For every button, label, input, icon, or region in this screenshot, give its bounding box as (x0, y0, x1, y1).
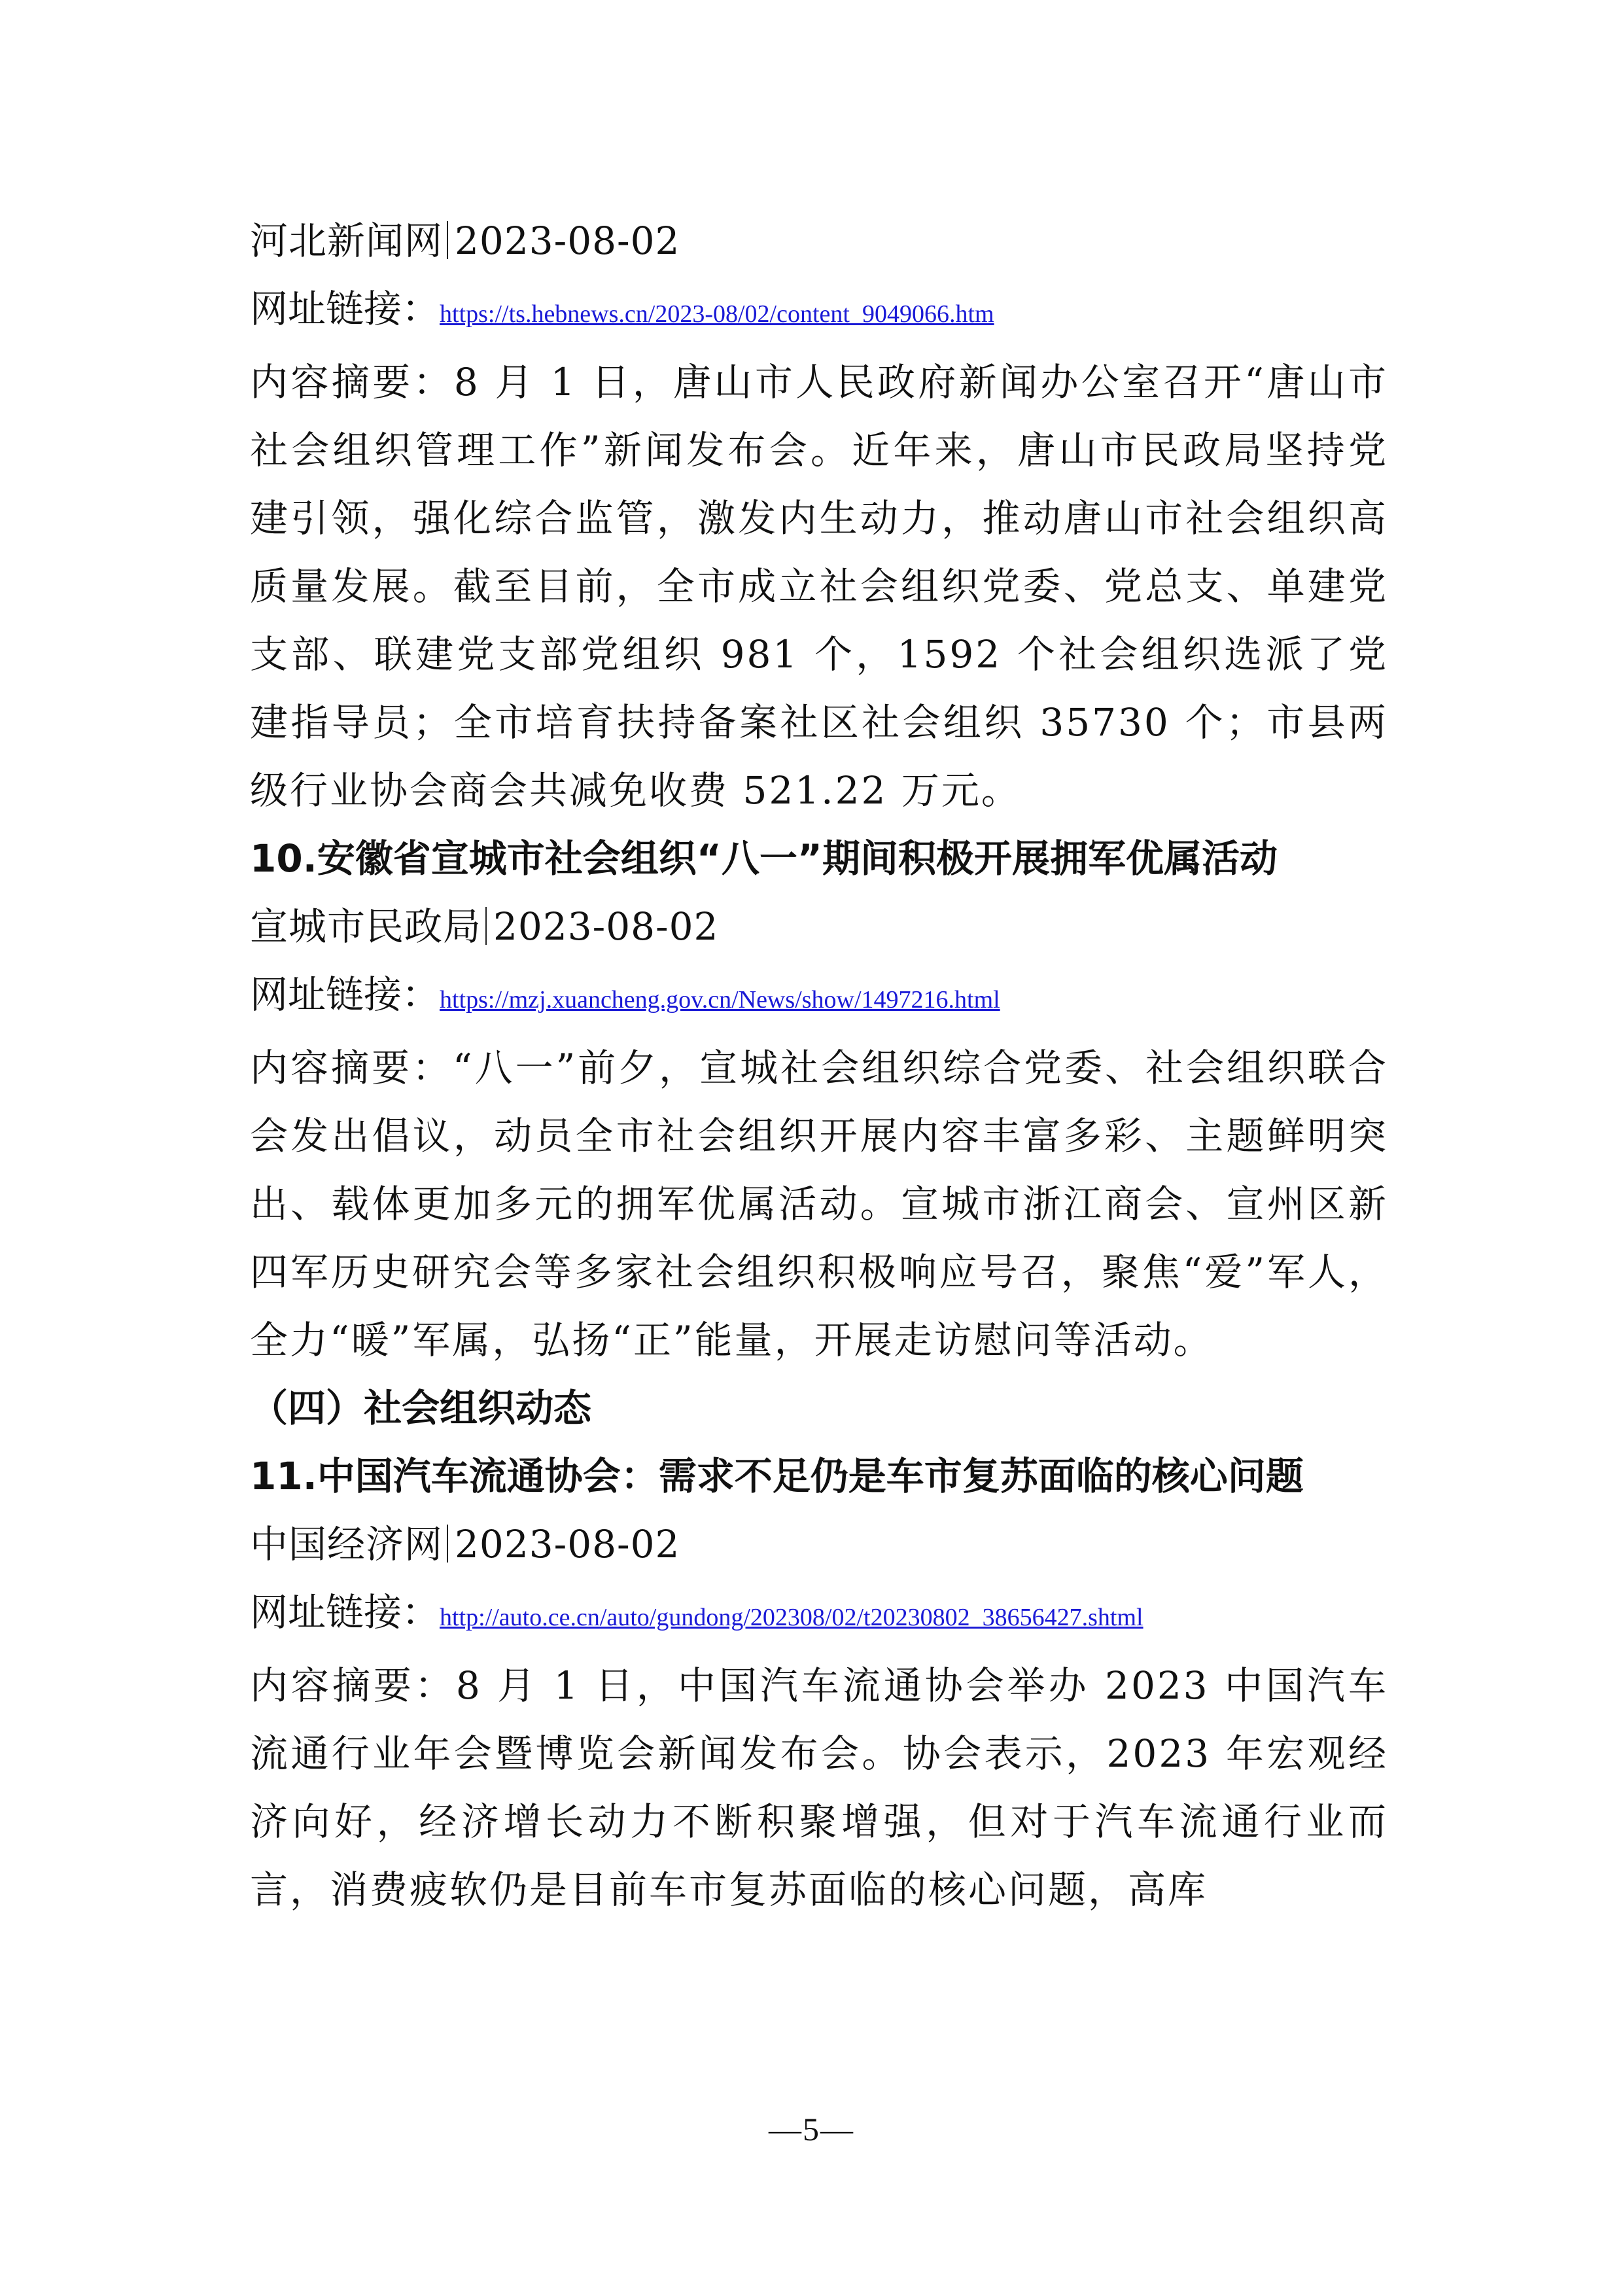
article-title: 10.安徽省宣城市社会组织“八一”期间积极开展拥军优属活动 (250, 836, 1278, 881)
article-title: 11.中国汽车流通协会：需求不足仍是车市复苏面临的核心问题 (250, 1454, 1304, 1498)
article-link[interactable]: http://auto.ce.cn/auto/gundong/202308/02/t20230802_38656427.shtml (440, 1604, 1143, 1631)
publish-date: 2023-08-02 (455, 219, 680, 263)
url-label: 网址链接： (250, 287, 440, 331)
content-summary: 内容摘要：8 月 1 日，中国汽车流通协会举办 2023 中国汽车流通行业年会暨博览会新闻发布会。协会表示，2023 年宏观经济向好，经济增长动力不断积聚增强，但对于汽车流通行业而言，消费疲软仍是目前车市复苏面临的核心问题，高库 (250, 1663, 1388, 1912)
article-link[interactable]: https://ts.hebnews.cn/2023-08/02/content_9049066.htm (440, 300, 994, 328)
url-line (250, 961, 1388, 1034)
article-link[interactable]: https://mzj.xuancheng.gov.cn/News/show/1497216.html (440, 986, 1000, 1014)
separator (485, 907, 487, 945)
document-page (250, 207, 1388, 1924)
separator (447, 1525, 448, 1563)
content-summary: 内容摘要：“八一”前夕，宣城社会组织综合党委、社会组织联合会发出倡议，动员全市社会组织开展内容丰富多彩、主题鲜明突出、载体更加多元的拥军优属活动。宣城市浙江商会、宣州区新四军历史研究会等多家社会组织积极响应号召，聚焦“爱”军人，全力“暖”军属，弘扬“正”能量，开展走访慰问等活动。 (250, 1046, 1388, 1362)
url-label: 网址链接： (250, 972, 440, 1017)
publish-date: 2023-08-02 (455, 1522, 680, 1566)
source-line (250, 892, 1388, 961)
source-name: 中国经济网 (250, 1522, 444, 1566)
publish-date: 2023-08-02 (493, 904, 719, 949)
separator (447, 221, 448, 259)
url-label: 网址链接： (250, 1590, 440, 1634)
source-line (250, 207, 1388, 275)
source-name: 宣城市民政局 (250, 904, 482, 949)
url-line (250, 1578, 1388, 1651)
url-line (250, 275, 1388, 348)
source-line (250, 1510, 1388, 1578)
source-name: 河北新闻网 (250, 219, 444, 263)
content-summary: 内容摘要：8 月 1 日，唐山市人民政府新闻办公室召开“唐山市社会组织管理工作”新闻发布会。近年来，唐山市民政局坚持党建引领，强化综合监管，激发内生动力，推动唐山市社会组织高质量发展。截至目前，全市成立社会组织党委、党总支、单建党支部、联建党支部党组织 981 个，1592 个社会组织选派了党建指导员；全市培育扶持备案社区社会组织 35730 个；市县两级行业协会商会共减免收费 521.22 万元。 (250, 360, 1388, 813)
page-number: —5— (769, 2111, 854, 2147)
section-title: （四）社会组织动态 (250, 1386, 592, 1430)
